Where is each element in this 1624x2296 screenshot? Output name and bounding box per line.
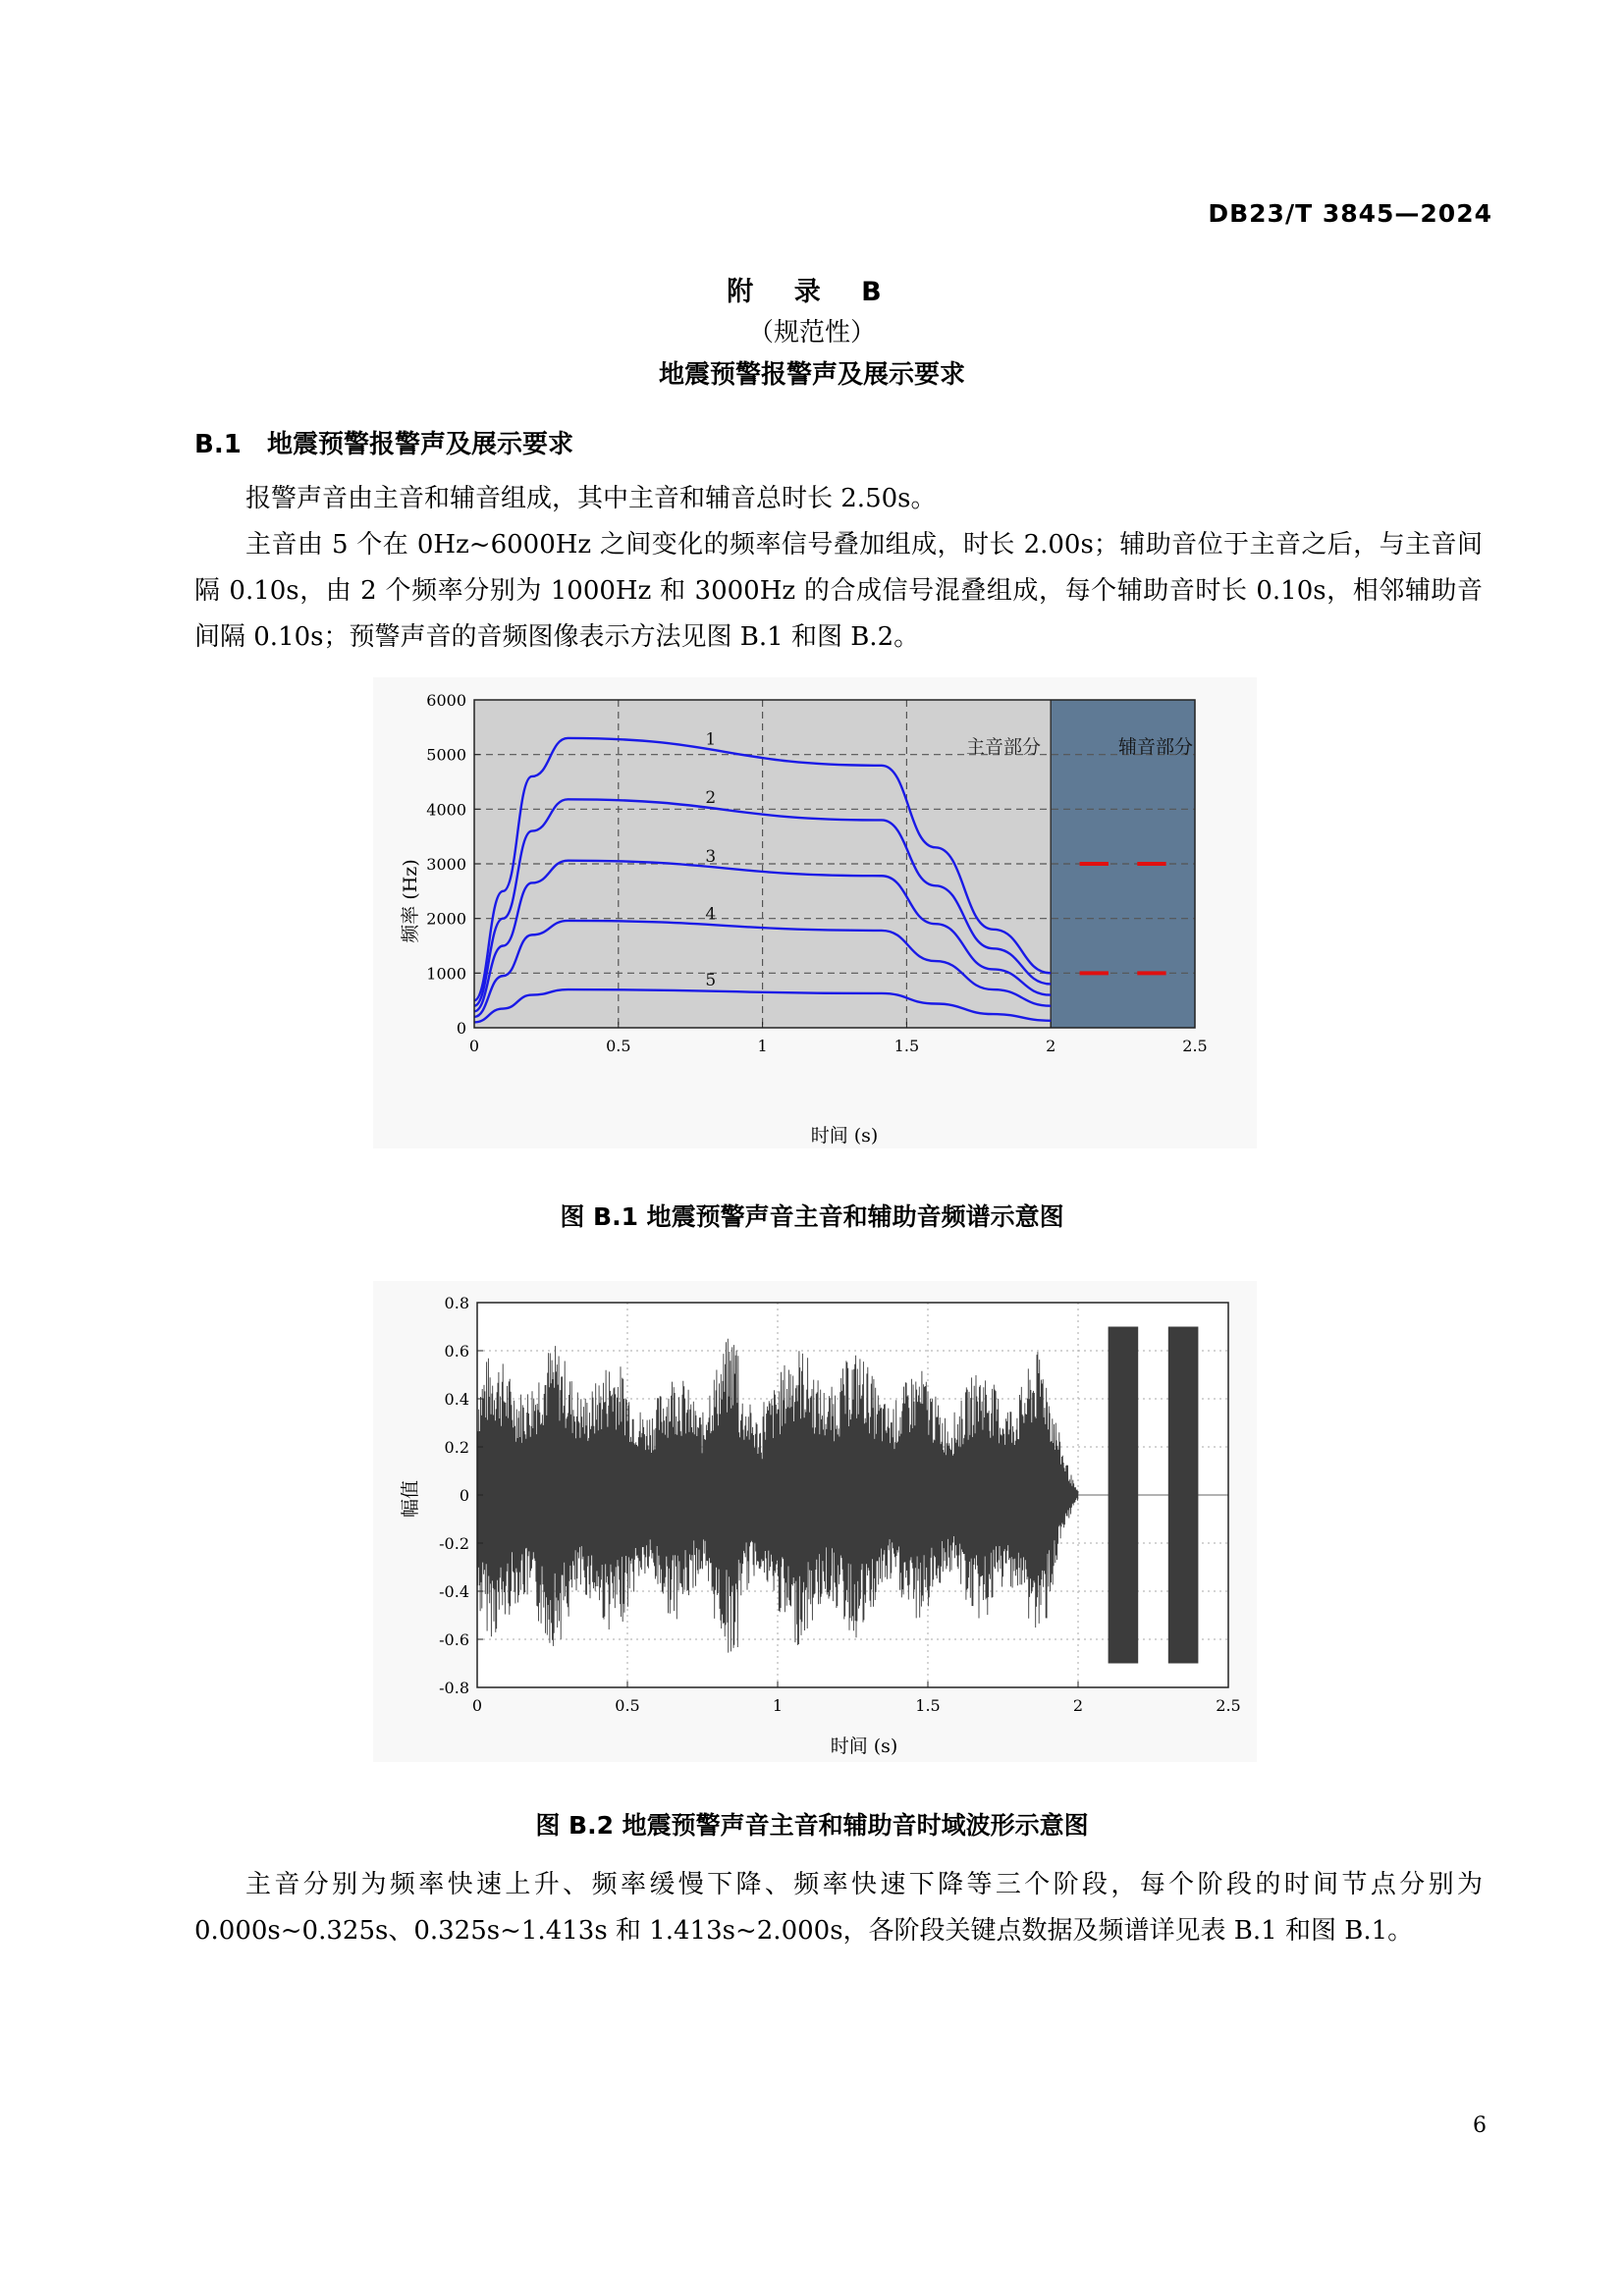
series-label: 3: [705, 846, 717, 867]
y-tick-label: 0: [459, 1486, 469, 1505]
y-tick-label: 5000: [426, 745, 466, 765]
aux-tone-region-label: 辅音部分: [1117, 736, 1194, 758]
document-number: DB23/T 3845—2024: [1208, 199, 1492, 228]
spectrum-chart: [373, 677, 1257, 1148]
paragraph: 主音由 5 个在 0Hz~6000Hz 之间变化的频率信号叠加组成，时长 2.00s；辅助音位于主音之后，与主音间隔 0.10s，由 2 个频率分别为 1000Hz 和 3000Hz 的合成信号混叠组成，每个辅助音时长 0.10s，相邻辅助音间隔 0.10s；预警声音的音频图像表示方法见图 B.1 和图 B.2。: [194, 530, 1483, 652]
y-tick-label: -0.8: [439, 1679, 469, 1697]
body-text: [194, 476, 1483, 661]
y-tick-label: 1000: [426, 964, 466, 984]
body-text-after: [194, 1862, 1483, 1954]
y-tick-label: 0: [456, 1019, 466, 1038]
y-tick-label: 0.8: [444, 1294, 469, 1312]
y-tick-label: 0.2: [444, 1438, 469, 1457]
figure1-caption: 图 B.1 地震预警声音主音和辅助音频谱示意图: [560, 1202, 1064, 1231]
x-tick-label: 1: [757, 1037, 768, 1055]
y-tick-label: 0.4: [444, 1390, 469, 1409]
series-label: 5: [705, 970, 717, 990]
series-label: 4: [705, 904, 717, 925]
appendix-nature: （规范性）: [747, 318, 876, 347]
x-axis-label: 时间 (s): [810, 1125, 879, 1147]
page-number: 6: [1473, 2113, 1487, 2138]
aux-tone-block: [1168, 1327, 1199, 1664]
y-tick-label: -0.2: [439, 1534, 469, 1553]
x-tick-label: 2: [1072, 1696, 1084, 1715]
x-tick-label: 2.5: [1182, 1037, 1208, 1055]
paragraph: 报警声音由主音和辅音组成，其中主音和辅音总时长 2.50s。: [245, 484, 937, 513]
paragraph: 主音分别为频率快速上升、频率缓慢下降、频率快速下降等三个阶段，每个阶段的时间节点分别为 0.000s~0.325s、0.325s~1.413s 和 1.413s~2.000s，各阶段关键点数据及频谱详见表 B.1 和图 B.1。: [194, 1870, 1483, 1946]
y-tick-label: 6000: [426, 691, 466, 710]
x-tick-label: 2: [1046, 1037, 1056, 1055]
y-tick-label: 3000: [426, 855, 466, 874]
x-tick-label: 0: [471, 1696, 483, 1715]
y-tick-label: -0.4: [439, 1582, 469, 1601]
y-axis-label: 频率 (Hz): [400, 859, 421, 943]
section-number: B.1: [194, 430, 242, 459]
x-tick-label: 1.5: [893, 1037, 920, 1055]
x-tick-label: 0.5: [606, 1037, 631, 1055]
x-axis-label: 时间 (s): [830, 1735, 898, 1757]
series-label: 1: [705, 729, 717, 750]
y-axis-label: 幅值: [400, 1479, 421, 1519]
appendix-subtitle: 地震预警报警声及展示要求: [658, 360, 965, 390]
waveform-chart: [373, 1281, 1257, 1762]
figure2-caption: 图 B.2 地震预警声音主音和辅助音时域波形示意图: [535, 1811, 1089, 1840]
y-tick-label: 0.6: [444, 1342, 469, 1361]
x-tick-label: 1.5: [915, 1696, 941, 1715]
x-tick-label: 2.5: [1216, 1696, 1241, 1715]
section-title: 地震预警报警声及展示要求: [267, 430, 574, 459]
main-tone-region-label: 主音部分: [965, 736, 1042, 758]
section-heading: [194, 424, 573, 460]
x-tick-label: 0: [468, 1037, 480, 1055]
y-tick-label: 2000: [426, 909, 466, 929]
appendix-title: 附 录 B: [727, 277, 897, 307]
x-tick-label: 0.5: [615, 1696, 640, 1715]
series-label: 2: [705, 787, 717, 808]
y-tick-label: 4000: [426, 800, 466, 820]
y-tick-label: -0.6: [439, 1630, 469, 1649]
aux-tone-block: [1109, 1327, 1139, 1664]
x-tick-label: 1: [772, 1696, 784, 1715]
